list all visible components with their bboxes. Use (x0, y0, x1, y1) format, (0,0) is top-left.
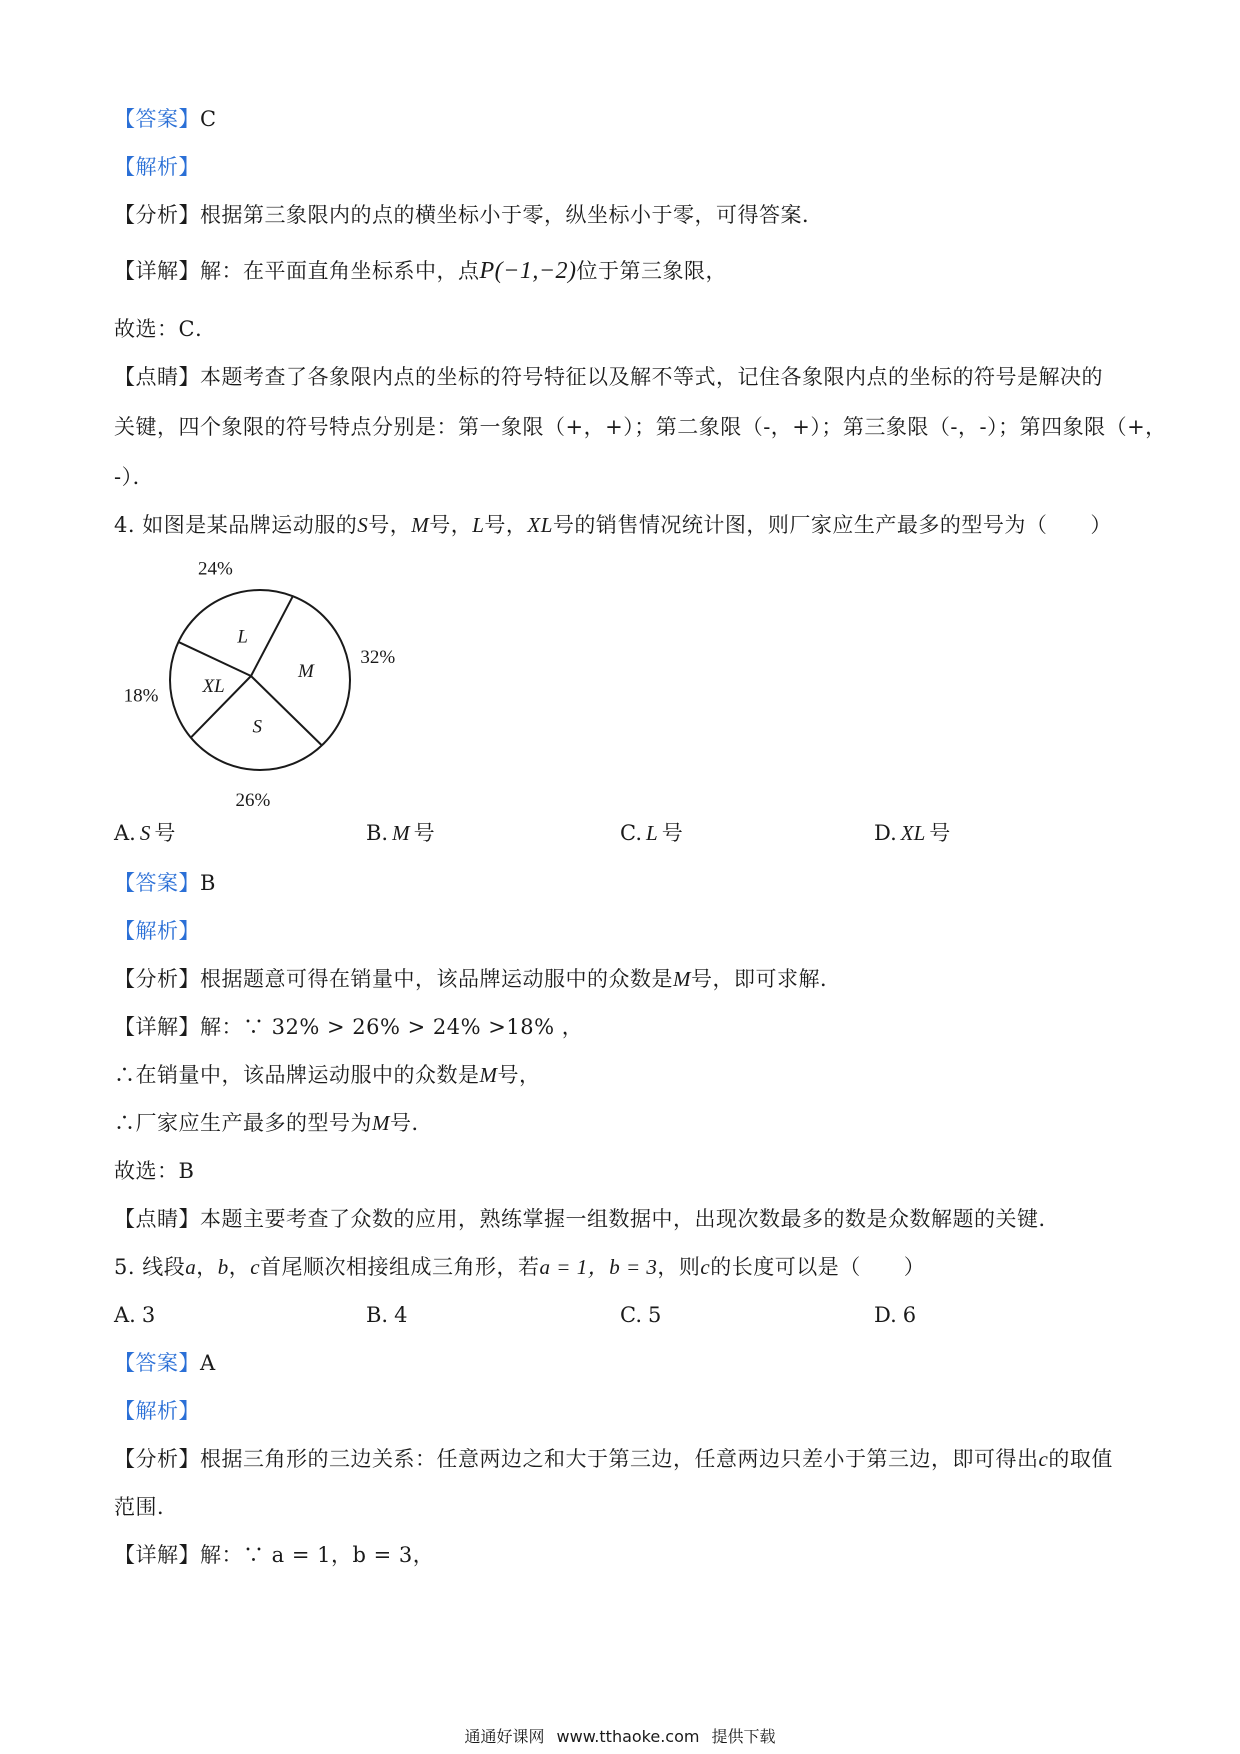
q3-fenxi-line (114, 200, 824, 230)
pie-slice-label-s: S (252, 716, 262, 738)
q5-stem: 5. 线段a，b，c首尾顺次相接组成三角形，若a = 1，b = 3，则c的长度可以是（ ） (114, 1255, 926, 1279)
guxuan-text: 故选：B (114, 1159, 195, 1183)
fenxi-post: 号，即可求解． (691, 967, 842, 991)
q3-dianjing-line-3 (114, 462, 154, 492)
option-letter: D. (874, 821, 897, 845)
option-letter: B. (366, 1303, 389, 1327)
q5-option-c[interactable] (620, 1300, 661, 1330)
answer-tag: 【答案】 (114, 871, 200, 895)
var-c: c (700, 1255, 711, 1279)
pie-slice-label-l: L (237, 626, 248, 648)
q4-guxuan-line (114, 1156, 194, 1186)
jiexi-tag: 【解析】 (114, 919, 200, 943)
var-a: a (185, 1255, 197, 1279)
q5-cond: a = 1，b = 3 (539, 1255, 658, 1279)
fenxi-tag: 【分析】 (114, 203, 200, 227)
q4-option-c[interactable] (620, 818, 683, 848)
q5-xiangjie-line (114, 1540, 434, 1570)
jiexi-tag: 【解析】 (114, 1399, 200, 1423)
option-suffix: 号 (929, 821, 951, 845)
q4-stem (114, 510, 1112, 540)
q5-stem-end: 的长度可以是（ ） (710, 1255, 926, 1279)
q4-option-d[interactable] (874, 818, 950, 848)
xiangjie-tag: 【详解】 (114, 1543, 200, 1567)
footer-site-name: 通通好课网 (464, 1727, 545, 1746)
option-value: 5 (648, 1303, 662, 1327)
q5-answer-line (114, 1348, 216, 1378)
q3-dianjing-line-2 (114, 412, 1167, 442)
q4-answer-line (114, 868, 216, 898)
line-b-post: 号． (390, 1111, 433, 1135)
q3-dianjing-line-1 (114, 362, 1103, 392)
xiangjie-tag: 【详解】 (114, 1015, 200, 1039)
xiangjie-text: 解：∵ a = 1，b = 3， (200, 1543, 435, 1567)
option-letter: C. (620, 821, 642, 845)
option-var: XL (900, 821, 926, 845)
q4-dianjing-line (114, 1204, 1060, 1234)
q5-fenxi-line-2 (114, 1492, 179, 1522)
pie-percent-label-m: 32% (360, 647, 396, 669)
footer-provide: 提供下载 (711, 1727, 776, 1746)
pie-slice-label-xl: XL (202, 676, 225, 698)
hao-3: 号， (484, 513, 528, 537)
pie-percent-label-s: 26% (235, 789, 271, 810)
answer-tag: 【答案】 (114, 107, 200, 131)
point-p: P(−1,−2) (479, 258, 577, 284)
fenxi-text: 根据第三象限内的点的横坐标小于零，纵坐标小于零，可得答案． (200, 203, 824, 227)
fenxi-tag: 【分析】 (114, 1447, 200, 1471)
q5-stem-post: ，则 (657, 1255, 701, 1279)
option-var: L (646, 821, 658, 845)
q5-option-d[interactable] (874, 1300, 916, 1330)
answer-value: A (200, 1351, 216, 1375)
q5-option-a[interactable] (114, 1300, 155, 1330)
var-m: M (479, 1063, 498, 1087)
option-var: M (392, 821, 410, 845)
var-l: L (472, 513, 485, 537)
fenxi-tag: 【分析】 (114, 967, 200, 991)
q5-stem-mid: 首尾顺次相接组成三角形，若 (260, 1255, 540, 1279)
q3-guxuan-line (114, 314, 217, 344)
var-c: c (1038, 1447, 1049, 1471)
q5-option-b[interactable] (366, 1300, 407, 1330)
xiangjie-tag: 【详解】 (114, 259, 200, 283)
q4-line-a (114, 1060, 541, 1090)
q4-option-b[interactable] (366, 818, 435, 848)
jiexi-tag: 【解析】 (114, 155, 200, 179)
pie-percent-label-l: 24% (198, 558, 233, 580)
pie-chart (100, 555, 420, 810)
footer-url[interactable]: www.tthaoke.com (556, 1727, 700, 1746)
answer-value: C (200, 107, 217, 131)
q4-xiangjie-line (114, 1012, 583, 1042)
q4-stem-pre: 4. 如图是某品牌运动服的 (114, 513, 358, 537)
option-letter: B. (366, 821, 389, 845)
option-suffix: 号 (154, 821, 176, 845)
q4-option-a[interactable] (114, 818, 175, 848)
var-c: c (250, 1255, 261, 1279)
guxuan-text: 故选：C． (114, 317, 217, 341)
line-a-post: 号， (497, 1063, 541, 1087)
xiangjie-post: 位于第三象限， (576, 259, 728, 283)
q3-answer-line (114, 104, 217, 134)
q3-jiexi-line (114, 152, 200, 182)
hao-1: 号， (368, 513, 412, 537)
q5-jiexi-line (114, 1396, 200, 1426)
dianjing-text-1: 本题考查了各象限内点的坐标的符号特征以及解不等式，记住各象限内点的坐标的符号是解决的 (200, 365, 1103, 389)
dianjing-tag: 【点睛】 (114, 1207, 200, 1231)
pie-divider-1 (251, 596, 293, 676)
var-m: M (372, 1111, 390, 1135)
q4-jiexi-line (114, 916, 200, 946)
option-suffix: 号 (413, 821, 435, 845)
xiangjie-pre: 解：在平面直角坐标系中，点 (200, 259, 480, 283)
dianjing-tag: 【点睛】 (114, 365, 200, 389)
dianjing-text-2: 关键，四个象限的符号特点分别是：第一象限（+，+）；第二象限（-，+）；第三象限（-，-）；第四象限（+， (114, 415, 1167, 439)
fenxi-line2: 范围． (114, 1495, 179, 1519)
answer-value: B (200, 871, 216, 895)
fenxi-pre: 根据题意可得在销量中，该品牌运动服中的众数是 (200, 967, 673, 991)
answer-tag: 【答案】 (114, 1351, 200, 1375)
option-value: 3 (141, 1303, 156, 1327)
var-xl: XL (527, 513, 553, 537)
var-s: S (357, 513, 369, 537)
q5-stem-pre: 5. 线段 (114, 1255, 186, 1279)
dianjing-text: 本题主要考查了众数的应用，熟练掌握一组数据中，出现次数最多的数是众数解题的关键． (200, 1207, 1060, 1231)
fenxi-line1-post: 的取值 (1048, 1447, 1113, 1471)
option-value: 6 (902, 1303, 917, 1327)
q3-xiangjie-line (114, 256, 727, 286)
hao-2: 号， (429, 513, 473, 537)
option-suffix: 号 (661, 821, 683, 845)
option-letter: D. (874, 1303, 897, 1327)
q4-line-b (114, 1108, 433, 1138)
option-value: 4 (394, 1303, 408, 1327)
option-letter: A. (114, 1303, 136, 1327)
fenxi-line1-pre: 根据三角形的三边关系：任意两边之和大于第三边，任意两边只差小于第三边，即可得出 (200, 1447, 1039, 1471)
line-a-pre: ∴在销量中，该品牌运动服中的众数是 (114, 1063, 480, 1087)
line-b-pre: ∴厂家应生产最多的型号为 (114, 1111, 372, 1135)
option-var: S (139, 821, 151, 845)
q5-fenxi-line-1 (114, 1444, 1113, 1474)
pie-outline (170, 590, 350, 770)
q4-fenxi-line (114, 964, 842, 994)
q4-stem-post: 号的销售情况统计图，则厂家应生产最多的型号为（ ） (552, 513, 1112, 537)
var-b: b (217, 1255, 229, 1279)
var-m: M (673, 967, 691, 991)
var-m: M (411, 513, 430, 537)
pie-slice-label-m: M (298, 661, 314, 683)
option-letter: C. (620, 1303, 642, 1327)
page-footer (0, 1724, 1240, 1747)
xiangjie-text: 解：∵ 32% > 26% > 24% >18% ， (200, 1015, 584, 1039)
dianjing-text-3: -）． (114, 465, 155, 489)
pie-percent-label-xl: 18% (123, 685, 159, 707)
option-letter: A. (114, 821, 136, 845)
